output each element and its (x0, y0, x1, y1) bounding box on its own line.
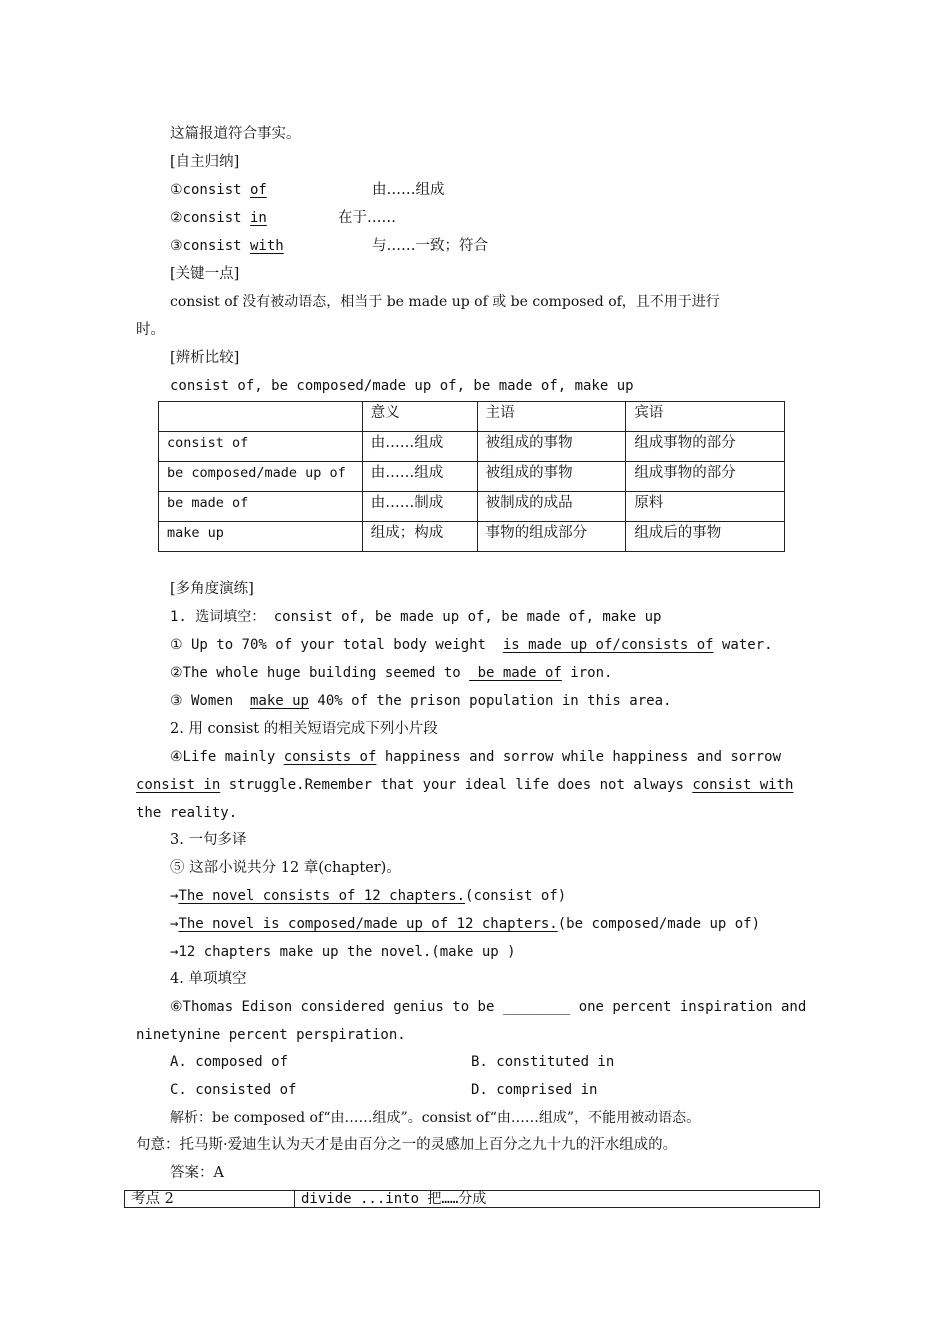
answer-line: 答案：A (170, 1165, 224, 1181)
translation-line: →The novel consists of 12 chapters.(consist of) (170, 888, 567, 904)
answer-text: consist in (136, 777, 221, 793)
summary-meaning: 在于…… (338, 210, 396, 226)
option-b: B. constituted in (471, 1054, 615, 1070)
table-header-cell: 宾语 (626, 402, 785, 432)
comparison-table (158, 401, 785, 552)
summary-meaning: 由……组成 (372, 182, 445, 198)
question-4-stem-cont: ninetynine percent perspiration. (136, 1027, 406, 1043)
summary-meaning: 与……一致；符合 (372, 238, 488, 254)
table-row (125, 1191, 820, 1208)
table-cell: be composed/made up of (159, 462, 363, 492)
answer-text: make up (249, 693, 309, 709)
question-1c: ③ Women make up 40% of the prison population in this area. (170, 693, 672, 709)
key-text: consist of 没有被动语态，相当于 be made up of 或 be composed of，且不用于进行 (170, 294, 720, 310)
option-a: A. composed of (170, 1054, 289, 1070)
table-cell: 被组成的事物 (477, 462, 626, 492)
table-cell: consist of (159, 432, 363, 462)
table-cell: 组成事物的部分 (626, 462, 785, 492)
table-cell: make up (159, 522, 363, 552)
question-3-prompt: ⑤ 这部小说共分 12 章(chapter)。 (170, 860, 401, 876)
intro-text: 这篇报道符合事实。 (170, 126, 301, 142)
arrow-icon: → (170, 916, 179, 932)
table-cell: be made of (159, 492, 363, 522)
table-cell: 组成事物的部分 (626, 432, 785, 462)
translation-line: →12 chapters make up the novel.(make up ) (170, 944, 516, 960)
table-cell: 由……制成 (362, 492, 477, 522)
question-3-title: 3. 一句多译 (170, 832, 247, 848)
table-row (159, 432, 785, 462)
table-header-cell: 意义 (362, 402, 477, 432)
summary-heading: [自主归纳] (170, 154, 240, 170)
option-d: D. comprised in (471, 1082, 598, 1098)
question-1-title: 1. 选词填空： consist of, be made up of, be made of, make up (170, 609, 662, 625)
compare-phrases: consist of, be composed/made up of, be made of, make up (170, 378, 634, 394)
table-cell: 原料 (626, 492, 785, 522)
topic-label: 考点 2 (125, 1191, 295, 1208)
table-header-cell (159, 402, 363, 432)
summary-item: ③consist with (170, 238, 284, 254)
answer-text: is made up of/consists of (502, 637, 714, 653)
table-header-row (159, 402, 785, 432)
summary-item: ①consist of (170, 182, 267, 198)
practice-heading: [多角度演练] (170, 581, 254, 597)
question-1b: ②The whole huge building seemed to be made of iron. (170, 665, 613, 681)
answer-text: be made of (469, 665, 562, 681)
summary-item: ②consist in (170, 210, 267, 226)
option-c: C. consisted of (170, 1082, 297, 1098)
table-cell: 由……组成 (362, 462, 477, 492)
arrow-icon: → (170, 944, 179, 960)
question-1a: ① Up to 70% of your total body weight is made up of/consists of water. (170, 637, 773, 653)
table-cell: 组成后的事物 (626, 522, 785, 552)
table-cell: 由……组成 (362, 432, 477, 462)
answer-text: The novel consists of 12 chapters. (178, 888, 466, 904)
analysis-text: 解析：be composed of“由……组成”。consist of“由……组成”，不能用被动语态。 (170, 1110, 701, 1126)
table-cell: 被组成的事物 (477, 432, 626, 462)
question-4-stem: ⑥Thomas Edison considered genius to be ________ one percent inspiration and (170, 999, 807, 1015)
compare-heading: [辨析比较] (170, 350, 240, 366)
question-2-line: ④Life mainly consists of happiness and sorrow while happiness and sorrow (170, 749, 781, 765)
table-header-cell: 主语 (477, 402, 626, 432)
table-row (159, 522, 785, 552)
question-2-title: 2. 用 consist 的相关短语完成下列小片段 (170, 721, 438, 737)
answer-text: consists of (283, 749, 377, 765)
question-2-line: consist in struggle.Remember that your ideal life does not always consist with (136, 777, 794, 793)
answer-text: consist with (692, 777, 794, 793)
answer-text: The novel is composed/made up of 12 chapters. (178, 916, 558, 932)
arrow-icon: → (170, 888, 179, 904)
topic-content: divide ...into 把……分成 (295, 1191, 820, 1208)
question-2-line: the reality. (136, 805, 238, 821)
key-text-cont: 时。 (136, 322, 165, 338)
table-cell: 事物的组成部分 (477, 522, 626, 552)
table-row (159, 492, 785, 522)
key-heading: [关键一点] (170, 266, 240, 282)
table-cell: 被制成的成品 (477, 492, 626, 522)
question-4-title: 4. 单项填空 (170, 971, 247, 987)
topic-table (124, 1190, 820, 1208)
table-cell: 组成；构成 (362, 522, 477, 552)
table-row (159, 462, 785, 492)
translation-line: →The novel is composed/made up of 12 chapters.(be composed/made up of) (170, 916, 761, 932)
analysis-text-cont: 句意：托马斯·爱迪生认为天才是由百分之一的灵感加上百分之九十九的汗水组成的。 (136, 1137, 678, 1153)
